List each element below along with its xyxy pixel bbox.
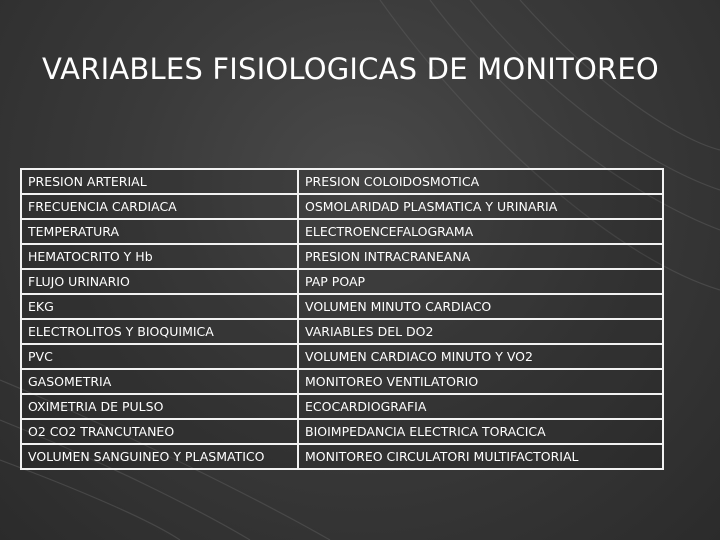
table-row: [21, 444, 663, 469]
table-cell: PVC: [21, 344, 298, 369]
table-cell: VOLUMEN MINUTO CARDIACO: [298, 294, 663, 319]
table-row: [21, 194, 663, 219]
table-row: [21, 294, 663, 319]
table-cell: TEMPERATURA: [21, 219, 298, 244]
table-cell: ECOCARDIOGRAFIA: [298, 394, 663, 419]
table-cell: PRESION INTRACRANEANA: [298, 244, 663, 269]
table-cell: OSMOLARIDAD PLASMATICA Y URINARIA: [298, 194, 663, 219]
table-cell: ELECTROENCEFALOGRAMA: [298, 219, 663, 244]
variables-table: [20, 168, 664, 470]
table-cell: PAP POAP: [298, 269, 663, 294]
table-row: [21, 269, 663, 294]
table-cell: GASOMETRIA: [21, 369, 298, 394]
table-row: [21, 244, 663, 269]
table-cell: FRECUENCIA CARDIACA: [21, 194, 298, 219]
table-cell: PRESION ARTERIAL: [21, 169, 298, 194]
table-row: [21, 169, 663, 194]
table-cell: VOLUMEN CARDIACO MINUTO Y VO2: [298, 344, 663, 369]
table-row: [21, 344, 663, 369]
table-row: [21, 319, 663, 344]
table-row: [21, 219, 663, 244]
table-cell: OXIMETRIA DE PULSO: [21, 394, 298, 419]
table-cell: MONITOREO VENTILATORIO: [298, 369, 663, 394]
table-cell: HEMATOCRITO Y Hb: [21, 244, 298, 269]
table-row: [21, 394, 663, 419]
table-cell: VOLUMEN SANGUINEO Y PLASMATICO: [21, 444, 298, 469]
table-cell: FLUJO URINARIO: [21, 269, 298, 294]
table-cell: MONITOREO CIRCULATORI MULTIFACTORIAL: [298, 444, 663, 469]
table-row: [21, 419, 663, 444]
table-cell: EKG: [21, 294, 298, 319]
slide-title: VARIABLES FISIOLOGICAS DE MONITOREO: [42, 52, 659, 86]
table-cell: O2 CO2 TRANCUTANEO: [21, 419, 298, 444]
table-cell: VARIABLES DEL DO2: [298, 319, 663, 344]
table-cell: BIOIMPEDANCIA ELECTRICA TORACICA: [298, 419, 663, 444]
table-cell: PRESION COLOIDOSMOTICA: [298, 169, 663, 194]
table-row: [21, 369, 663, 394]
table-cell: ELECTROLITOS Y BIOQUIMICA: [21, 319, 298, 344]
